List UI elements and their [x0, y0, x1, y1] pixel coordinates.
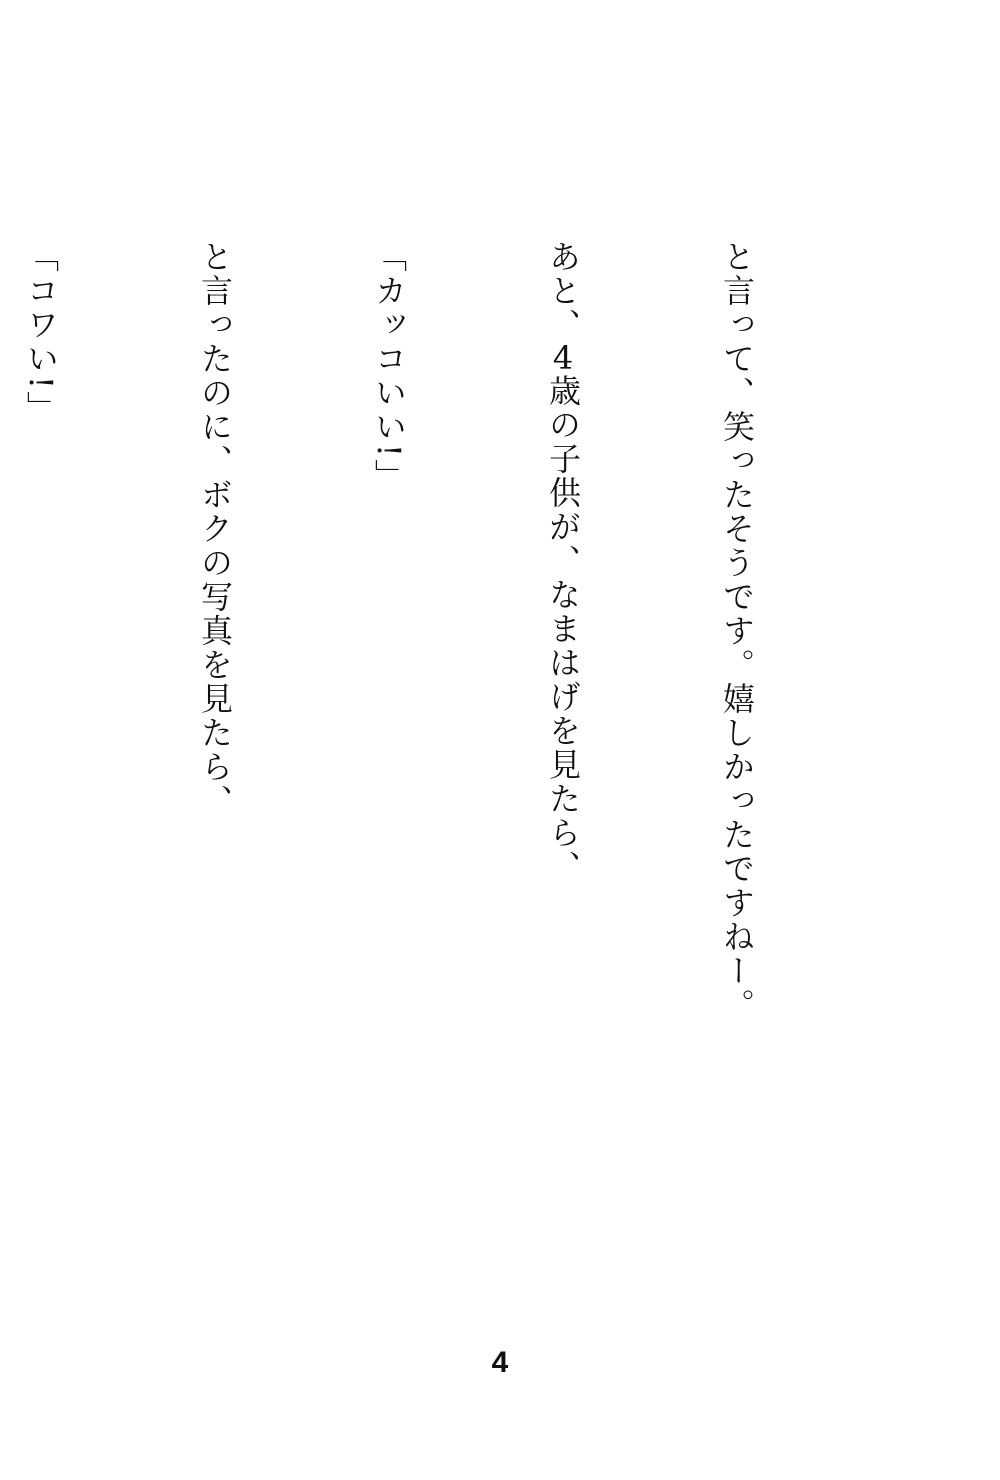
page-number: 4	[491, 1346, 509, 1379]
paragraph-1: と言って、笑ったそうです。嬉しかったですねー。	[718, 240, 756, 1022]
vertical-body-text	[0, 240, 882, 1300]
paragraph-2: あと、4歳の子供が、なまはげを見たら、	[544, 240, 582, 884]
upright-number: 4	[552, 342, 574, 374]
paragraph-4: と言ったのに、ボクの写真を見たら、	[196, 240, 234, 818]
paragraph-3: 「カッコいい!」	[370, 240, 408, 493]
paragraph-5: 「コワい!」	[22, 240, 60, 425]
